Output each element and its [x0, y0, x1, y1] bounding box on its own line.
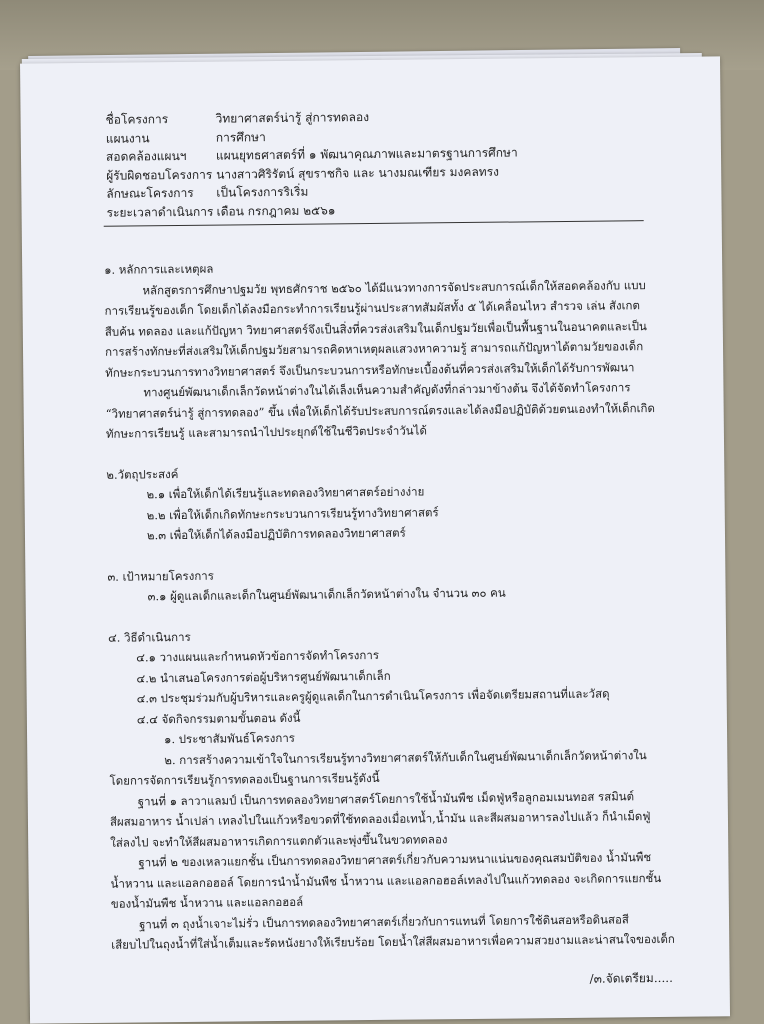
list-item: ๓.๑ ผู้ดูแลเด็กและเด็กในศูนย์พัฒนาเด็กเล็กวัดหน้าต่างใน จำนวน ๓๐ คน [147, 585, 506, 604]
info-value: การศึกษา [215, 129, 266, 145]
info-label: สอดคล้องแผนฯ [105, 148, 187, 164]
paragraph-line: ทางศูนย์พัฒนาเด็กเล็กวัดหน้าต่างในได้เล็งเห็นความสำคัญดังที่กล่าวมาข้างต้น จึงได้จัดทำโครงการ [143, 380, 631, 400]
info-value: แผนยุทธศาสตร์ที่ ๑ พัฒนาคุณภาพและมาตรฐานการศึกษา [215, 145, 518, 163]
info-value: นางสาวศิริรัตน์ สุขราชกิจ และ นางมณเฑียร มงคลทรง [216, 164, 500, 182]
base-line: ฐานที่ ๒ ของเหลวแยกชั้น เป็นการทดลองวิทยาศาสตร์เกี่ยวกับความหนาแน่นของคุณสมบัติของ น้ำมันพืช [138, 850, 652, 870]
sub-item: ๑. ประชาสัมพันธ์โครงการ [164, 730, 296, 747]
info-label: ระยะเวลาดำเนินการ [106, 204, 214, 220]
list-item: ๔.๓ ประชุมร่วมกับผู้บริหารและครูผู้ดูแลเด็กในการดำเนินโครงการ เพื่อจัดเตรียมสถานที่และวัสดุ [136, 686, 610, 706]
list-item: ๔.๔ จัดกิจกรรมตามขั้นตอน ดังนี้ [136, 710, 301, 726]
info-label: ลักษณะโครงการ [106, 185, 194, 201]
info-value: วิทยาศาสตร์น่ารู้ สู่การทดลอง [215, 110, 370, 126]
info-label: แผนงาน [105, 130, 150, 146]
section-heading: ๔. วิธีดำเนินการ [107, 629, 191, 645]
document-page [20, 56, 730, 1023]
paragraph-line: “วิทยาศาสตร์น่ารู้ สู่การทดลอง” ขึ้น เพื่อให้เด็กได้รับประสบการณ์ตรงและได้ลงมือปฏิบัติด้วยตนเองทำให้เด็กเกิด [105, 400, 655, 421]
base-line: ฐานที่ ๓ ถุงน้ำเจาะไม่รั่ว เป็นการทดลองวิทยาศาสตร์เกี่ยวกับการแทนที่ โดยการใช้ดินสอหรือดินสอสี [138, 911, 629, 931]
paragraph-line: ทักษะการเรียนรู้ และสามารถนำไปประยุกต์ใช้ในชีวิตประจำวันได้ [105, 423, 427, 441]
paragraph-line: สืบค้น ทดลอง และแก้ปัญหา วิทยาศาสตร์จึงเป็นสิ่งที่ควรส่งเสริมในเด็กปฐมวัยเพื่อเป็นพื้นฐานในอนาคตและเป็น [104, 318, 647, 339]
section-heading: ๒.วัตถุประสงค์ [106, 466, 179, 482]
list-item: ๒.๑ เพื่อให้เด็กได้เรียนรู้และทดลองวิทยาศาสตร์อย่างง่าย [146, 484, 425, 502]
continuation-note: /๓.จัดเตรียม..... [589, 970, 673, 986]
info-value: เดือน กรกฎาคม ๒๕๖๑ [216, 202, 336, 219]
paragraph-line: โดยการจัดการเรียนรู้การทดลองเป็นฐานการเรียนรู้ดังนี้ [109, 770, 380, 788]
info-row [106, 199, 518, 222]
base-line: สีผสมอาหาร น้ำเปล่า เทลงไปในแก้วหรือขวดที่ใช้ทดลองเมื่อเทน้ำ,น้ำมัน และสีผสมอาหารลงไปแล้ว ก็นำเม็ดฟู่ [109, 809, 651, 829]
list-item: ๒.๓ เพื่อให้เด็กได้ลงมือปฏิบัติการทดลองวิทยาศาสตร์ [146, 525, 406, 543]
section-heading: ๑. หลักการและเหตุผล [104, 261, 214, 277]
sub-item: ๒. การสร้างความเข้าใจในการเรียนรู้ทางวิทยาศาสตร์ให้กับเด็กในศูนย์พัฒนาเด็กเล็กวัดหน้าต่างใน [164, 747, 647, 767]
info-value: เป็นโครงการริเริ่ม [216, 184, 309, 200]
paragraph-line: ทักษะกระบวนการทางวิทยาศาสตร์ จึงเป็นกระบวนการหรือทักษะเบื้องต้นที่ควรส่งเสริมให้เด็กได้รับการพัฒนา [105, 359, 635, 380]
list-item: ๒.๒ เพื่อให้เด็กเกิดทักษะกระบวนการเรียนรู้ทางวิทยาศาสตร์ [146, 504, 439, 522]
list-item: ๔.๑ วางแผนและกำหนดหัวข้อการจัดทำโครงการ [136, 647, 380, 665]
document-body [104, 254, 675, 955]
section-heading: ๓. เป้าหมายโครงการ [107, 568, 214, 584]
list-item: ๔.๒ นำเสนอโครงการต่อผู้บริหารศูนย์พัฒนาเด็กเล็ก [136, 668, 391, 685]
project-info [106, 106, 519, 221]
base-line: น้ำหวาน และแอลกอฮอล์ โดยการนำน้ำมันพืช น้ำหวาน และแอลกอฮอล์เทลงไปในแก้วทดลอง จะเกิดการแยกชั้น [110, 870, 662, 891]
base-line: ใส่ลงไป จะทำให้สีผสมอาหารเกิดการแตกตัวและพุ่งขึ้นในขวดทดลอง [110, 831, 448, 850]
paragraph-line: การสร้างทักษะที่ส่งเสริมให้เด็กปฐมวัยสามารถคิดหาเหตุผลแสวงหาความรู้ สามารถแก้ปัญหาได้ตามวัยของเด็ก [104, 339, 644, 359]
info-label: ผู้รับผิดชอบโครงการ [106, 167, 213, 183]
info-label: ชื่อโครงการ [105, 112, 169, 127]
paragraph-line: หลักสูตรการศึกษาปฐมวัย พุทธศักราช ๒๕๖๐ ได้มีแนวทางการจัดประสบการณ์เด็กให้สอดคล้องกับ แบบ [142, 277, 646, 297]
paragraph-line: การเรียนรู้ของเด็ก โดยเด็กได้ลงมือกระทำการเรียนรู้ผ่านประสาทสัมผัสทั้ง ๕ ได้เคลื่อนไหว สำรวจ เล่น สังเกต [104, 298, 641, 318]
base-line: ของน้ำมันพืช น้ำหวาน และแอลกอฮอล์ [110, 894, 304, 911]
divider [104, 220, 644, 227]
base-line: ฐานที่ ๑ ลาวาแลมป์ เป็นการทดลองวิทยาศาสตร์โดยการใช้น้ำมันพืช เม็ดฟู่หรือลูกอมเมนทอส รสมินต์ [137, 788, 635, 808]
base-line: เสียบไปในถุงน้ำที่ใส่น้ำเต็มและรัดหนังยางให้เรียบร้อย โดยน้ำใส่สีผสมอาหารเพื่อความสวยงามและน่าสนใจของเด็ก [111, 931, 675, 952]
